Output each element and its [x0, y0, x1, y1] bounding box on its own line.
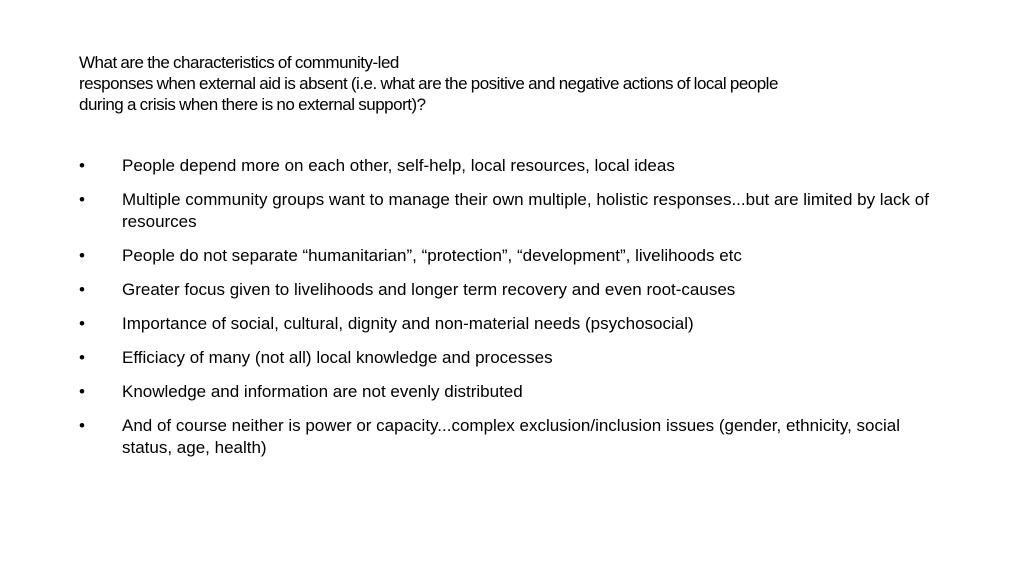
bullet-item	[79, 189, 939, 233]
bullet-text: Efficiacy of many (not all) local knowledge and processes	[122, 348, 553, 367]
bullet-marker: •	[79, 382, 85, 401]
bullet-marker: •	[79, 314, 85, 333]
bullet-item	[79, 155, 939, 177]
bullet-text: Importance of social, cultural, dignity and non-material needs (psychosocial)	[122, 314, 694, 333]
bullet-text: And of course neither is power or capacity...complex exclusion/inclusion issues (gender, ethnicity, social status, age, health)	[122, 416, 900, 457]
bullet-item	[79, 347, 939, 369]
bullet-item	[79, 381, 939, 403]
bullet-text: People depend more on each other, self-help, local resources, local ideas	[122, 156, 675, 175]
bullet-item	[79, 245, 939, 267]
slide-title	[79, 52, 979, 115]
bullet-marker: •	[79, 246, 85, 265]
bullet-text: Greater focus given to livelihoods and longer term recovery and even root-causes	[122, 280, 736, 299]
slide-title-line-3: during a crisis when there is no external support)?	[79, 95, 426, 114]
bullet-marker: •	[79, 280, 85, 299]
bullet-text: Knowledge and information are not evenly distributed	[122, 382, 523, 401]
bullet-text: Multiple community groups want to manage their own multiple, holistic responses...but are limited by lack of resources	[122, 190, 929, 231]
bullet-marker: •	[79, 190, 85, 209]
bullet-marker: •	[79, 416, 85, 435]
bullet-text: People do not separate “humanitarian”, “protection”, “development”, livelihoods etc	[122, 246, 742, 265]
bullet-marker: •	[79, 348, 85, 367]
bullet-list	[79, 155, 939, 471]
bullet-marker: •	[79, 156, 85, 175]
bullet-item	[79, 313, 939, 335]
bullet-item	[79, 279, 939, 301]
bullet-item	[79, 415, 939, 459]
slide-title-line-1: What are the characteristics of community-led	[79, 53, 399, 72]
slide-title-line-2: responses when external aid is absent (i.e. what are the positive and negative actions of local people	[79, 74, 778, 93]
